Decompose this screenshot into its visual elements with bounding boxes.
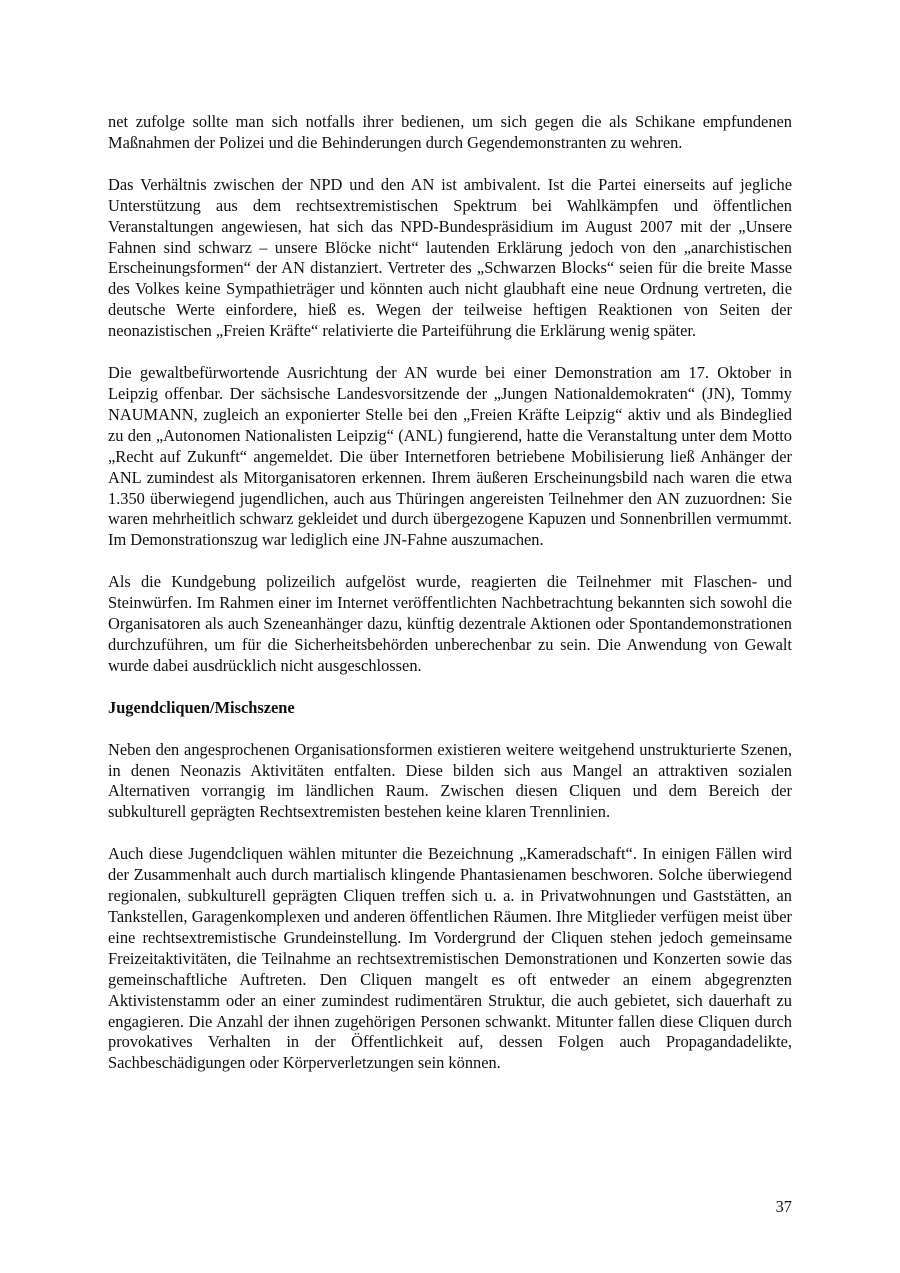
paragraph-6: Auch diese Jugendcliquen wählen mitunter die Bezeichnung „Kameradschaft“. In einigen Fällen wird der Zusammenhalt auch durch martialisch klingende Phantasienamen beschworen. Solche überwiegend regionalen, subkulturell geprägten Cliquen treffen sich u. a. in Privatwohnungen und Gaststätten, an Tankstellen, Garagenkomplexen und anderen öffentlichen Räumen. Ihre Mitglieder verfügen meist über eine rechtsextremistische Grundeinstellung. Im Vordergrund der Cliquen stehen jedoch gemeinsame Freizeitaktivitäten, die Teilnahme an rechtsextremistischen Demonstrationen und Konzerten sowie das gemeinschaftliche Auftreten. Den Cliquen mangelt es oft entweder an einem abgegrenzten Aktivistenstamm oder an einer zumindest rudimentären Struktur, die auch gebietet, sich dauerhaft zu engagieren. Die Anzahl der ihnen zugehörigen Personen schwankt. Mitunter fallen diese Cliquen durch provokatives Verhalten in der Öffentlichkeit auf, dessen Folgen auch Propagandadelikte, Sachbeschädigungen oder Körperverletzungen sein können. (108, 844, 792, 1073)
paragraph-1: net zufolge sollte man sich notfalls ihrer bedienen, um sich gegen die als Schikane empfundenen Maßnahmen der Polizei und die Behinderungen durch Gegendemonstranten zu wehren. (108, 112, 792, 152)
section-heading: Jugendcliquen/Mischszene (108, 697, 295, 717)
paragraph-5: Neben den angesprochenen Organisationsformen existieren weitere weitgehend unstrukturierte Szenen, in denen Neonazis Aktivitäten entfalten. Diese bilden sich aus Mangel an attraktiven sozialen Alternativen vorrangig im ländlichen Raum. Zwischen diesen Cliquen und dem Bereich der subkulturell geprägten Rechtsextremisten bestehen keine klaren Trennlinien. (108, 739, 792, 822)
paragraph-4: Als die Kundgebung polizeilich aufgelöst wurde, reagierten die Teilnehmer mit Flaschen- und Steinwürfen. Im Rahmen einer im Internet veröffentlichten Nachbetrachtung bekannten sich sowohl die Organisatoren als auch Szeneanhänger dazu, künftig dezentrale Aktionen oder Spontandemonstrationen durchzuführen, um für die Sicherheitsbehörden unberechenbar zu sein. Die Anwendung von Gewalt wurde dabei ausdrücklich nicht ausgeschlossen. (108, 572, 792, 675)
page-content (108, 112, 792, 1095)
page-number: 37 (775, 1197, 792, 1216)
paragraph-2: Das Verhältnis zwischen der NPD und den AN ist ambivalent. Ist die Partei einerseits auf jegliche Unterstützung aus dem rechtsextremistischen Spektrum bei Wahlkämpfen und öffentlichen Veranstaltungen angewiesen, hat sich das NPD-Bundespräsidium im August 2007 mit der „Unsere Fahnen sind schwarz – unsere Blöcke nicht“ lautenden Erklärung jedoch von den „anarchistischen Erscheinungsformen“ der AN distanziert. Vertreter des „Schwarzen Blocks“ seien für die breite Masse des Volkes keine Sympathieträger und könnten auch nicht glaubhaft eine neue Ordnung vertreten, die deutsche Werte einfordere, hieß es. Wegen der teilweise heftigen Reaktionen von Seiten der neonazistischen „Freien Kräfte“ relativierte die Parteiführung die Erklärung wenig später. (108, 174, 792, 341)
paragraph-3: Die gewaltbefürwortende Ausrichtung der AN wurde bei einer Demonstration am 17. Oktober in Leipzig offenbar. Der sächsische Landesvorsitzende der „Jungen Nationaldemokraten“ (JN), Tommy NAUMANN, zugleich an exponierter Stelle bei den „Freien Kräfte Leipzig“ aktiv und als Bindeglied zu den „Autonomen Nationalisten Leipzig“ (ANL) fungierend, hatte die Veranstaltung unter dem Motto „Recht auf Zukunft“ angemeldet. Die über Internetforen betriebene Mobilisierung ließ Anhänger der ANL zumindest als Mitorganisatoren erkennen. Ihrem äußeren Erscheinungsbild nach waren die etwa 1.350 überwiegend jugendlichen, auch aus Thüringen angereisten Teilnehmer den AN zuzuordnen: Sie waren mehrheitlich schwarz gekleidet und durch übergezogene Kapuzen und Sonnenbrillen vermummt. Im Demonstrationszug war lediglich eine JN-Fahne auszumachen. (108, 363, 792, 550)
